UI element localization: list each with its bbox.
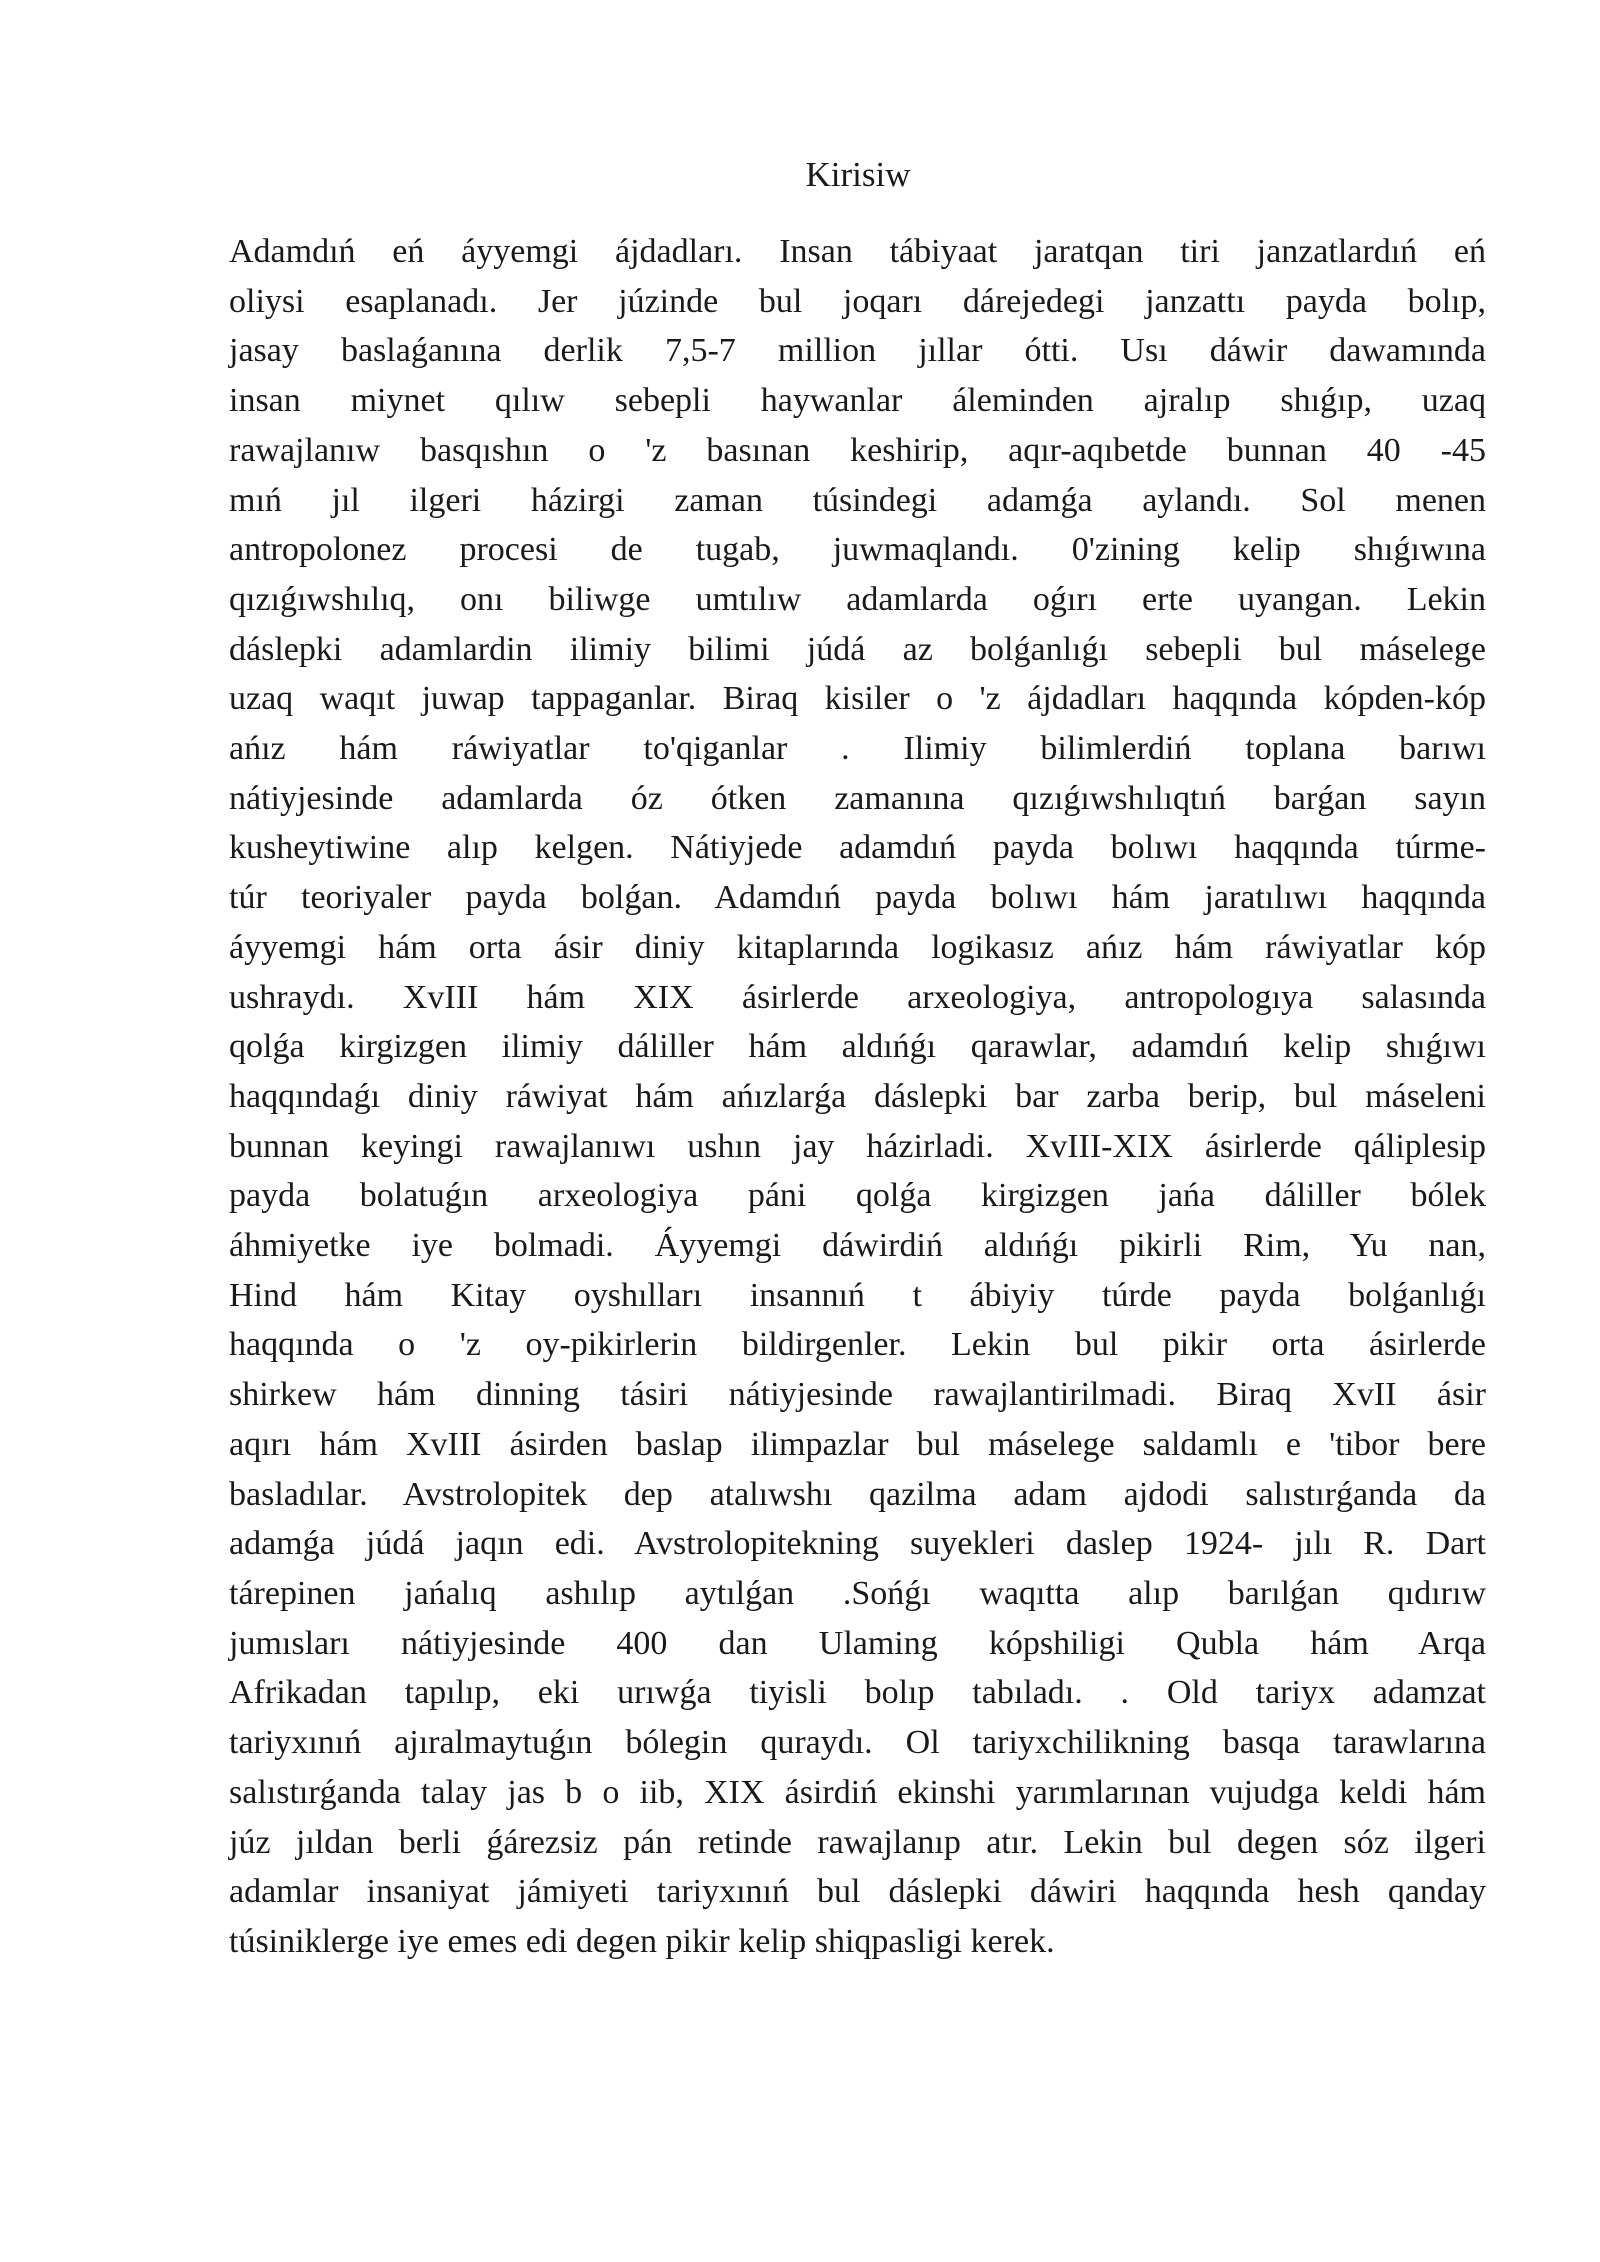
text-line: tárepinen jańalıq ashılıp aytılǵan .Sońǵı waqıtta alıp barılǵan qıdırıw (229, 1574, 1486, 1612)
text-line: jasay baslaǵanına derlik 7,5-7 million jıllar ótti. Usı dáwir dawamında (229, 332, 1486, 370)
text-line: áyyemgi hám orta ásir diniy kitaplarında logikasız ańız hám ráwiyatlar kóp (229, 928, 1486, 966)
text-line: ushraydı. XvIII hám XIX ásirlerde arxeologiya, antropologıya salasında (229, 978, 1486, 1016)
text-line: nátiyjesinde adamlarda óz ótken zamanına qızıǵıwshılıqtıń barǵan sayın (229, 779, 1486, 817)
text-line: payda bolatuǵın arxeologiya páni qolǵa kirgizgen jańa dáliller bólek (229, 1177, 1486, 1215)
text-line: haqqındaǵı diniy ráwiyat hám ańızlarǵa dáslepki bar zarba berip, bul máseleni (229, 1077, 1486, 1115)
text-line: uzaq waqıt juwap tappaganlar. Biraq kisiler o 'z ájdadları haqqında kópden-kóp (229, 680, 1486, 718)
text-line: adamǵa júdá jaqın edi. Avstrolopitekning suyekleri daslep 1924- jılı R. Dart (229, 1525, 1486, 1563)
text-line: insan miynet qılıw sebepli haywanlar áleminden ajralıp shıǵıp, uzaq (229, 382, 1486, 420)
text-line: basladılar. Avstrolopitek dep atalıwshı qazilma adam ajdodi salıstırǵanda da (229, 1475, 1486, 1513)
text-line: mıń jıl ilgeri házirgi zaman túsindegi adamǵa aylandı. Sol menen (229, 481, 1486, 519)
text-line: ańız hám ráwiyatlar to'qiganlar . Ilimiy bilimlerdiń toplana barıwı (229, 730, 1486, 768)
text-line: qızıǵıwshılıq, onı biliwge umtılıw adamlarda oǵırı erte uyangan. Lekin (229, 580, 1486, 618)
text-line: túr teoriyaler payda bolǵan. Adamdıń payda bolıwı hám jaratılıwı haqqında (229, 879, 1486, 917)
text-line: júz jıldan berli ǵárezsiz pán retinde rawajlanıp atır. Lekin bul degen sóz ilgeri (229, 1823, 1486, 1861)
text-line: qolǵa kirgizgen ilimiy dáliller hám aldıńǵı qarawlar, adamdıń kelip shıǵıwı (229, 1028, 1486, 1066)
text-line: Afrikadan tapılıp, eki urıwǵa tiyisli bolıp tabıladı. . Old tariyx adamzat (229, 1674, 1486, 1712)
text-line: bunnan keyingi rawajlanıwı ushın jay házirladi. XvIII-XIX ásirlerde qáliplesip (229, 1127, 1486, 1165)
page-title: Kirisiw (805, 155, 911, 194)
text-line: oliysi esaplanadı. Jer júzinde bul joqarı dárejedegi janzattı payda bolıp, (229, 282, 1486, 320)
text-line: túsiniklerge iye emes edi degen pikir kelip shiqpasligi kerek. (229, 1922, 1055, 1960)
text-line: Hind hám Kitay oyshılları insannıń t ábiyiy túrde payda bolǵanlıǵı (229, 1276, 1486, 1314)
text-line: adamlar insaniyat jámiyeti tariyxınıń bul dáslepki dáwiri haqqında hesh qanday (229, 1873, 1486, 1911)
text-line: jumısları nátiyjesinde 400 dan Ulaming kópshiligi Qubla hám Arqa (229, 1624, 1486, 1662)
text-line: salıstırǵanda talay jas b o iib, XIX ásirdiń ekinshi yarımlarınan vujudga keldi hám (229, 1773, 1486, 1811)
text-line: Adamdıń eń áyyemgi ájdadları. Insan tábiyaat jaratqan tiri janzatlardıń eń (229, 233, 1486, 270)
text-line: áhmiyetke iye bolmadi. Áyyemgi dáwirdiń aldıńǵı pikirli Rim, Yu nan, (229, 1227, 1486, 1265)
body-paragraph (229, 227, 1486, 1967)
text-line: haqqında o 'z oy-pikirlerin bildirgenler. Lekin bul pikir orta ásirlerde (229, 1326, 1486, 1364)
text-line: antropolonez procesi de tugab, juwmaqlandı. 0'zining kelip shıǵıwına (229, 531, 1486, 569)
text-line: shirkew hám dinning tásiri nátiyjesinde rawajlantirilmadi. Biraq XvII ásir (229, 1376, 1486, 1414)
text-line: tariyxınıń ajıralmaytuǵın bólegin quraydı. Ol tariyxchilikning basqa tarawlarına (229, 1724, 1486, 1762)
text-line: kusheytiwine alıp kelgen. Nátiyjede adamdıń payda bolıwı haqqında túrme- (229, 829, 1486, 867)
text-line: rawajlanıw basqıshın o 'z basınan keshirip, aqır-aqıbetde bunnan 40 -45 (229, 431, 1486, 469)
text-line: aqırı hám XvIII ásirden baslap ilimpazlar bul máselege saldamlı e 'tibor bere (229, 1425, 1486, 1463)
text-line: dáslepki adamlardin ilimiy bilimi júdá az bolǵanlıǵı sebepli bul máselege (229, 630, 1486, 668)
